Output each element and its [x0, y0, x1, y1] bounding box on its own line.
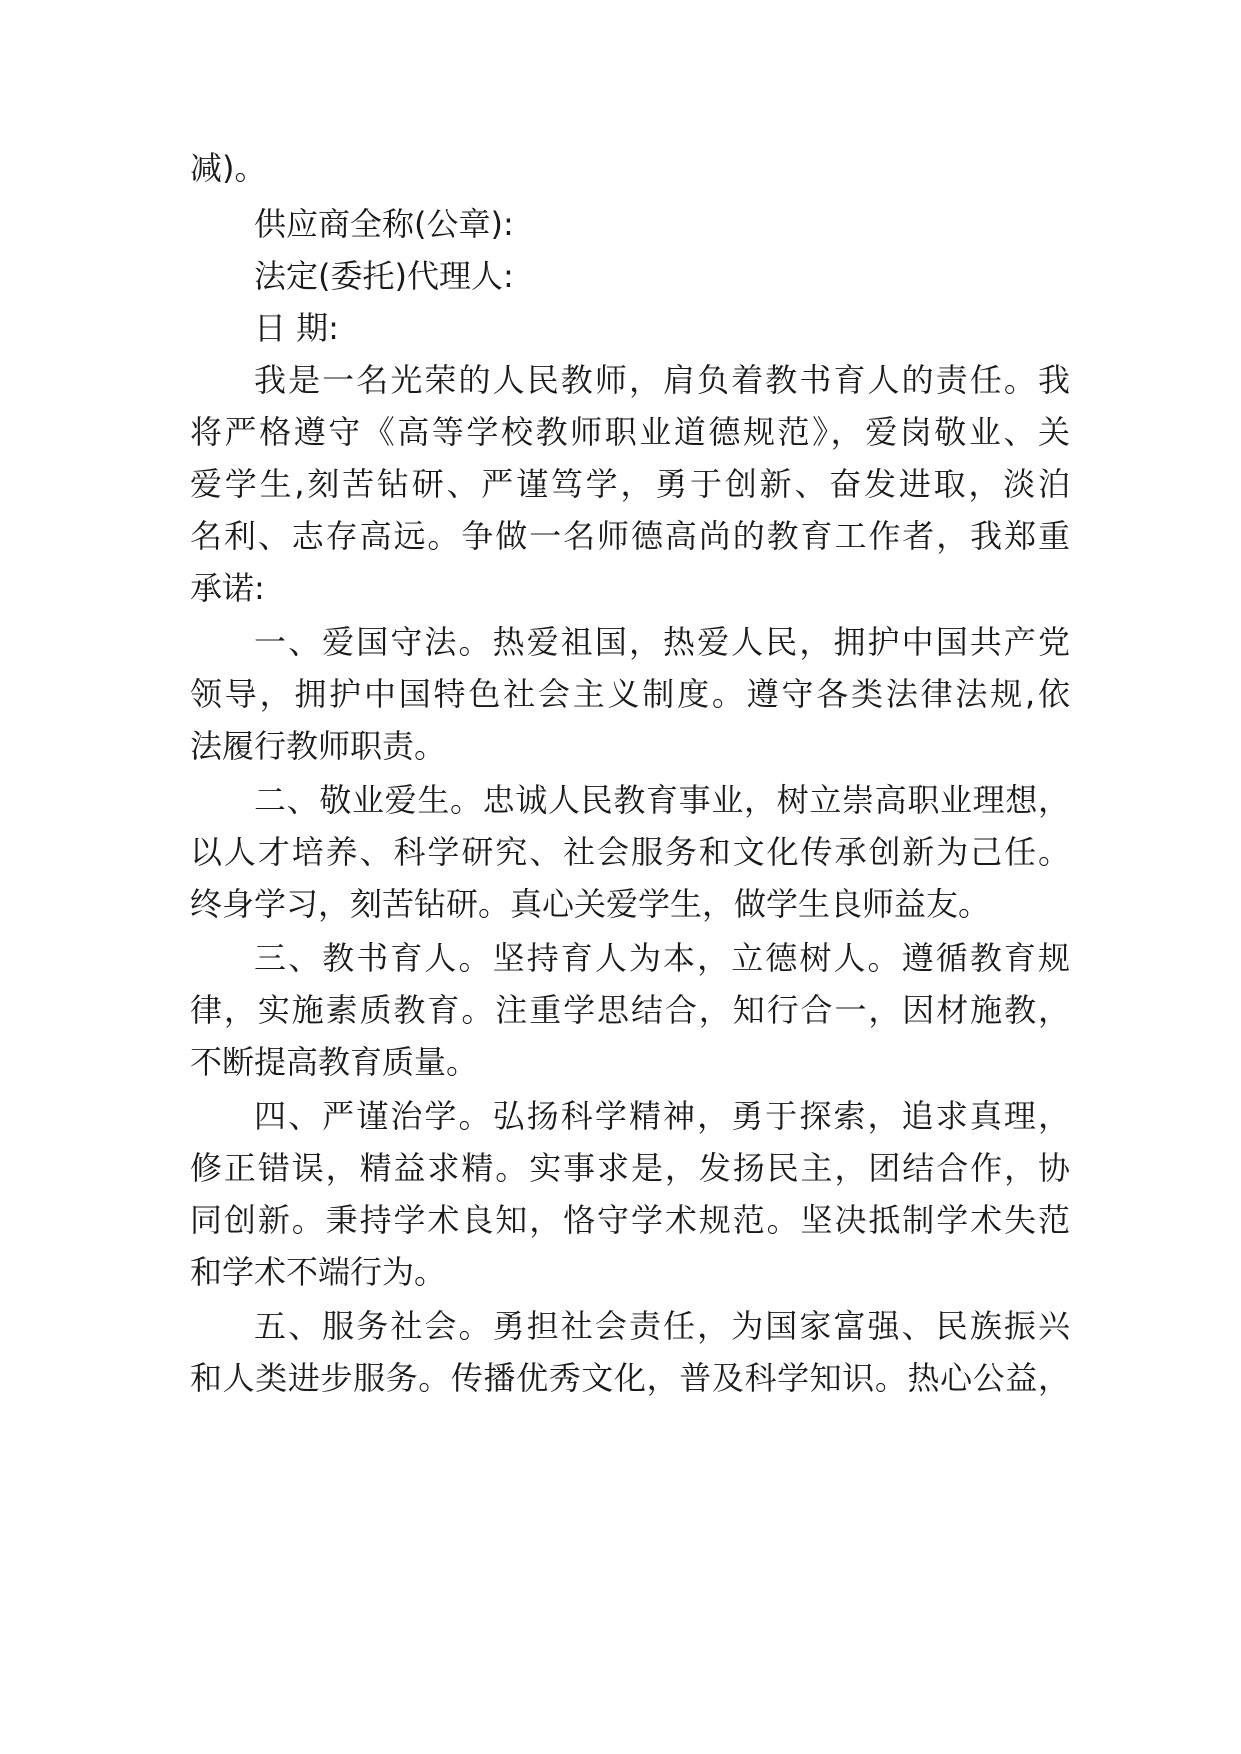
pledge-intro-line-3: 爱学生,刻苦钻研、严谨笃学，勇于创新、奋发进取，淡泊 — [190, 465, 1070, 503]
text-line-1: 减)。 — [190, 149, 267, 187]
section-4-line-2: 修正错误，精益求精。实事求是，发扬民主，团结合作，协 — [190, 1149, 1070, 1187]
section-4-line-3: 同创新。秉持学术良知，恪守学术规范。坚决抵制学术失范 — [190, 1201, 1070, 1239]
section-4-line-4: 和学术不端行为。 — [190, 1253, 447, 1291]
section-1-line-3: 法履行教师职责。 — [190, 727, 447, 765]
section-3-line-3: 不断提高教育质量。 — [190, 1043, 479, 1081]
section-1-line-1: 一、爱国守法。热爱祖国，热爱人民，拥护中国共产党 — [254, 623, 1070, 661]
section-2-line-2: 以人才培养、科学研究、社会服务和文化传承创新为己任。 — [190, 833, 1070, 871]
section-3-line-1: 三、教书育人。坚持育人为本，立德树人。遵循教育规 — [254, 939, 1070, 977]
section-2-line-1: 二、敬业爱生。忠诚人民教育事业，树立崇高职业理想， — [254, 781, 1070, 819]
section-2-line-3: 终身学习，刻苦钻研。真心关爱学生，做学生良师益友。 — [190, 885, 991, 923]
section-5-line-1: 五、服务社会。勇担社会责任，为国家富强、民族振兴 — [254, 1307, 1070, 1345]
supplier-name-line: 供应商全称(公章): — [254, 205, 514, 243]
date-line: 日 期: — [254, 309, 339, 347]
pledge-intro-line-2: 将严格遵守《高等学校教师职业道德规范》，爱岗敬业、关 — [190, 413, 1070, 451]
pledge-intro-line-4: 名利、志存高远。争做一名师德高尚的教育工作者，我郑重 — [190, 517, 1070, 555]
pledge-intro-line-5: 承诺: — [190, 569, 265, 607]
section-5-line-2: 和人类进步服务。传播优秀文化，普及科学知识。热心公益， — [190, 1359, 1070, 1397]
section-1-line-2: 领导，拥护中国特色社会主义制度。遵守各类法律法规,依 — [190, 675, 1070, 713]
section-4-line-1: 四、严谨治学。弘扬科学精神，勇于探索，追求真理， — [254, 1097, 1070, 1135]
agent-line: 法定(委托)代理人: — [254, 257, 514, 295]
pledge-intro-line-1: 我是一名光荣的人民教师，肩负着教书育人的责任。我 — [254, 361, 1070, 399]
section-3-line-2: 律，实施素质教育。注重学思结合，知行合一，因材施教， — [190, 991, 1070, 1029]
